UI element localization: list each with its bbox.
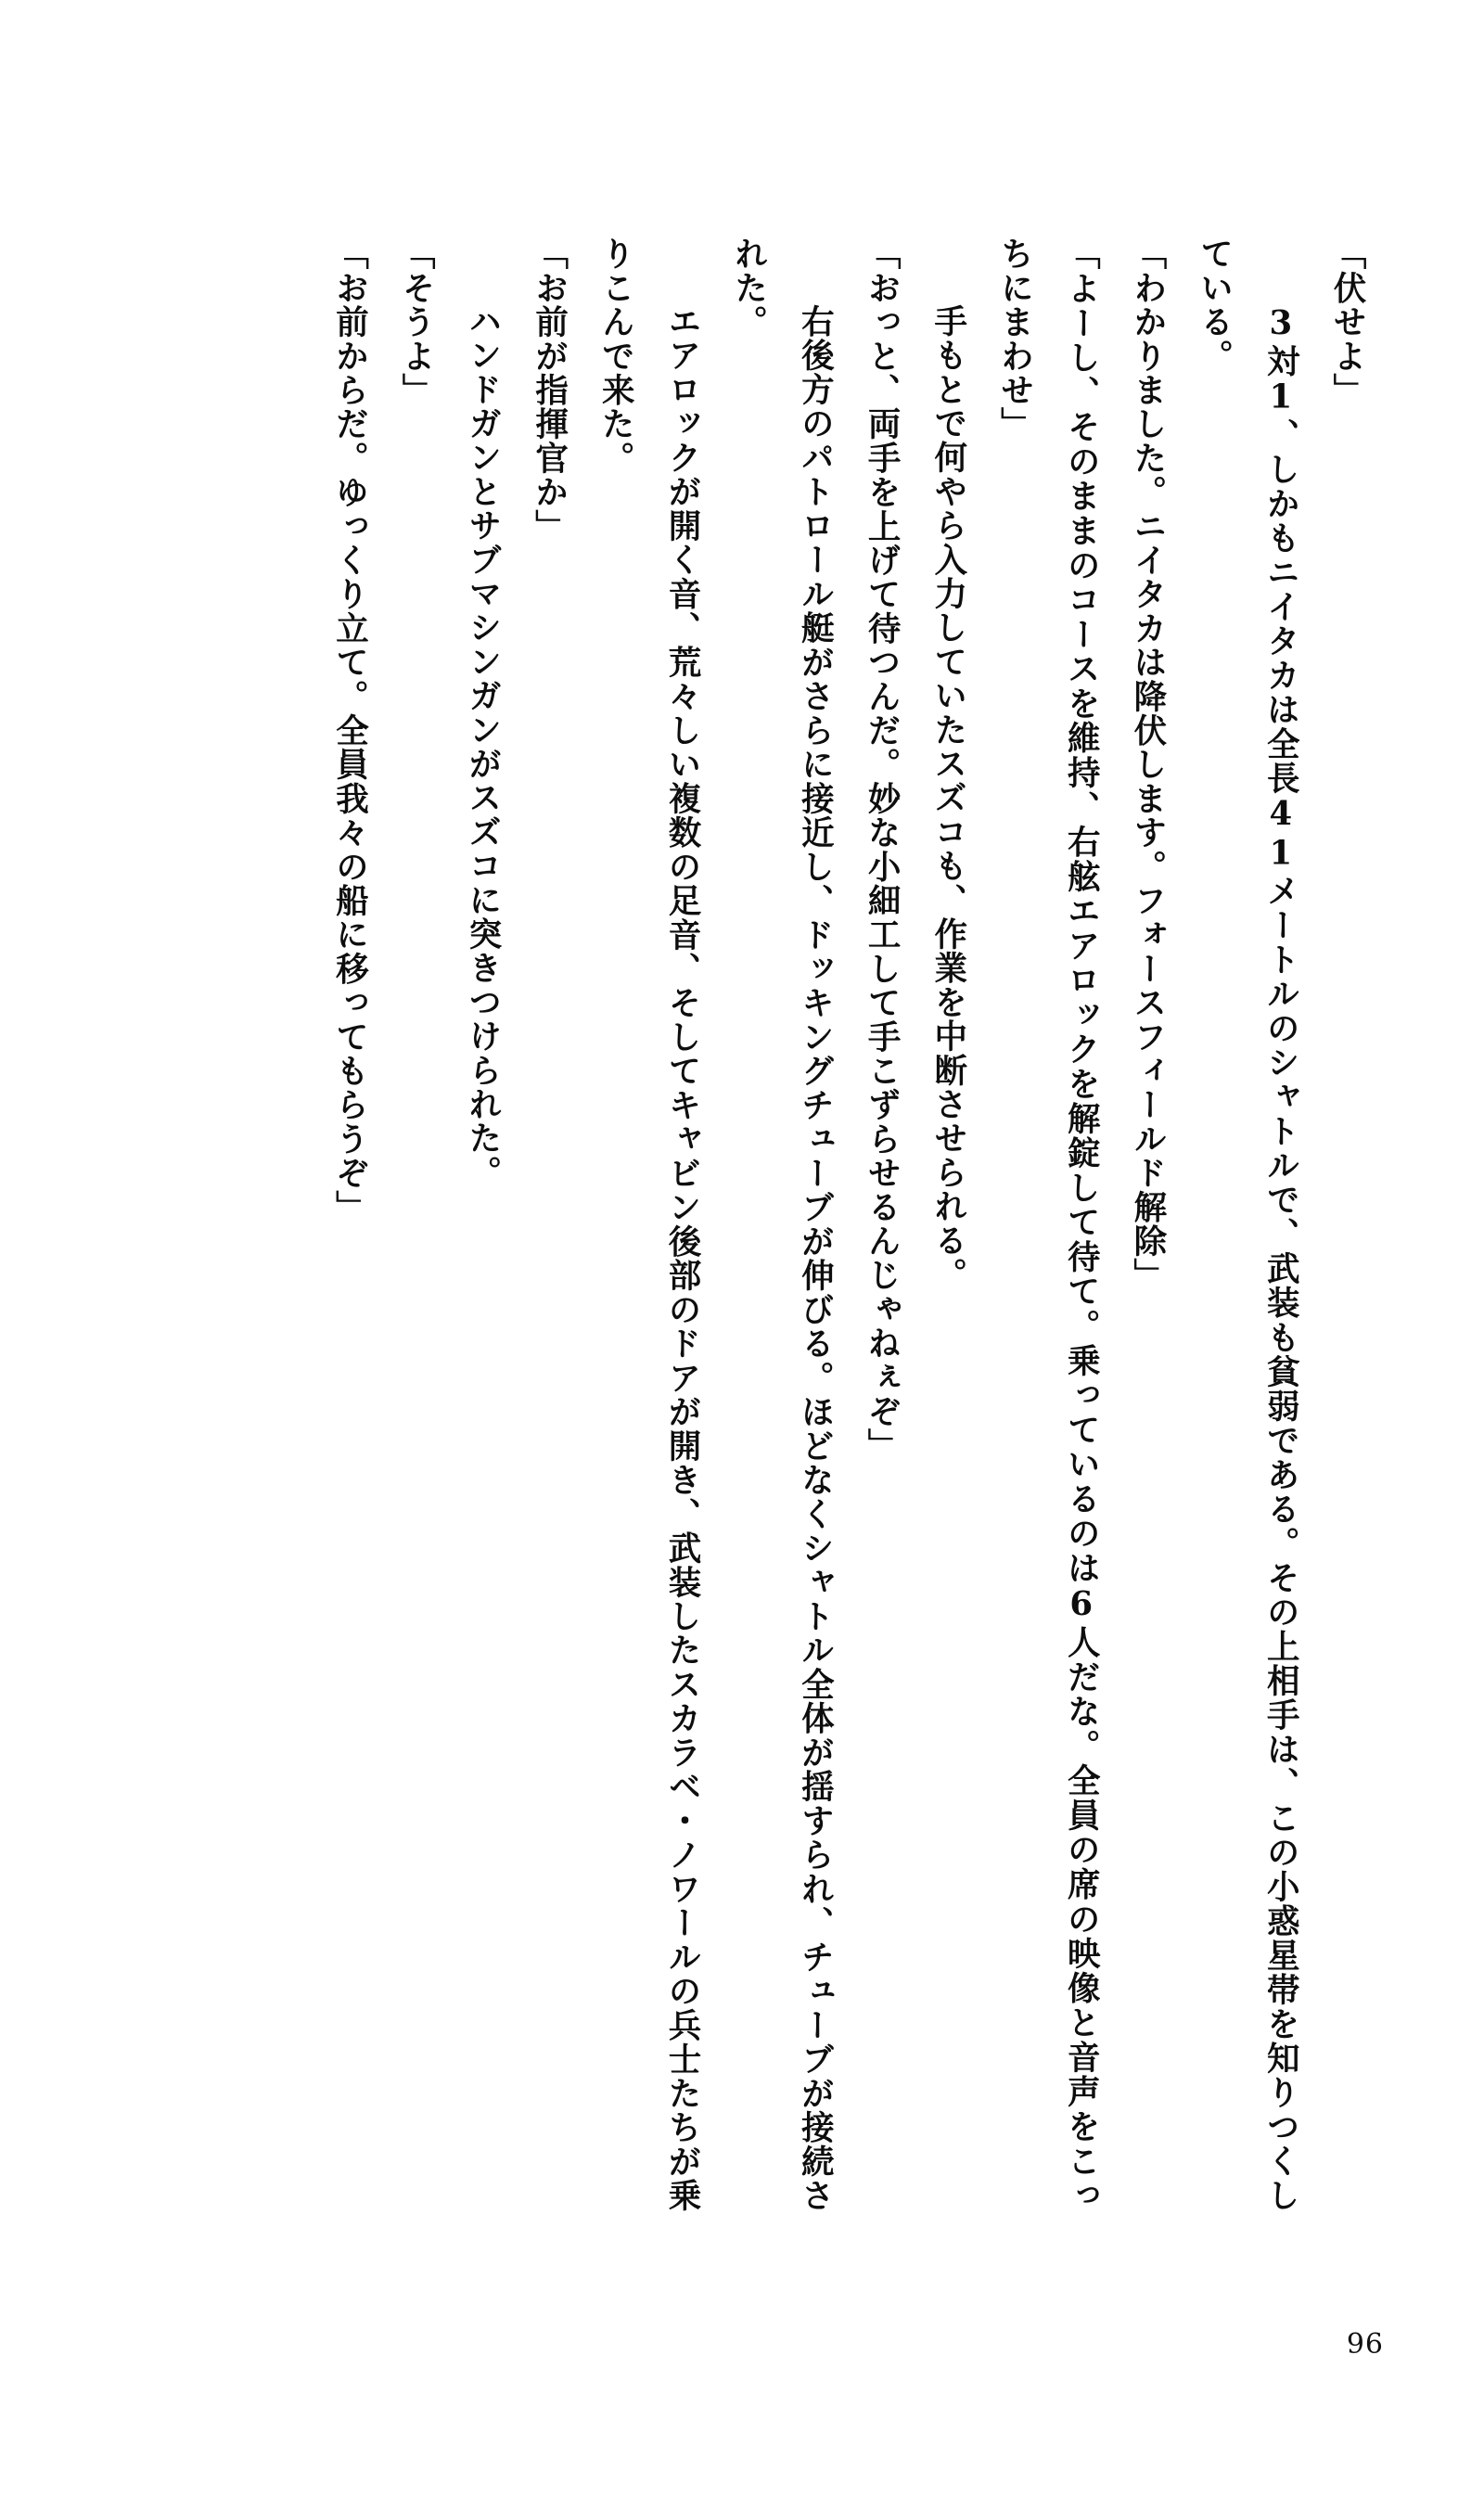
paragraph: 「お前が指揮官か」 [530,237,569,544]
paragraph: ハンドガンとサブマシンガンがスズコに突きつけられた。 [463,270,502,1189]
paragraph: 「おっと、両手を上げて待つんだ。妙な小細工して手こずらせるんじゃねぇぞ」 [863,237,902,1463]
paragraph: 「わかりました。ニイタカは降伏します。フォースフィールド解除」 [1128,237,1167,1292]
paragraph: 「よーし、そのままのコースを維持、右舷エアロックを解錠して待て。乗っているのは6人だな。全員の席の映像と音声をこっちにまわせ」 [995,237,1101,2212]
vertical-text-body [221,237,1380,2212]
paragraph: エアロックが開く音、荒々しい複数の足音、そしてキャビン後部のドアが開き、武装したスカラベ・ノワールの兵士たちが乗りこんで来た。 [596,237,701,2212]
paragraph: 「伏せよ」 [1328,237,1366,407]
paragraph: 3対1、しかもニイタカは全長41メートルのシャトルで、武装も貧弱である。その上相手は、この小惑星帯を知りつくしている。 [1195,237,1300,2212]
paragraph: 「そうよ」 [397,237,436,407]
paragraph: 右後方のパトロール艇がさらに接近し、ドッキングチューブが伸びる。ほどなくシャトル全体が揺すられ、チューブが接続された。 [729,237,835,2212]
paragraph: 「お前からだ。ゆっくり立て。全員我々の船に移ってもらうぞ」 [330,237,369,1224]
paragraph: 手もとで何やら入力していたスズコも、作業を中断させられる。 [928,270,967,1291]
page-number: 96 [1346,2328,1384,2361]
